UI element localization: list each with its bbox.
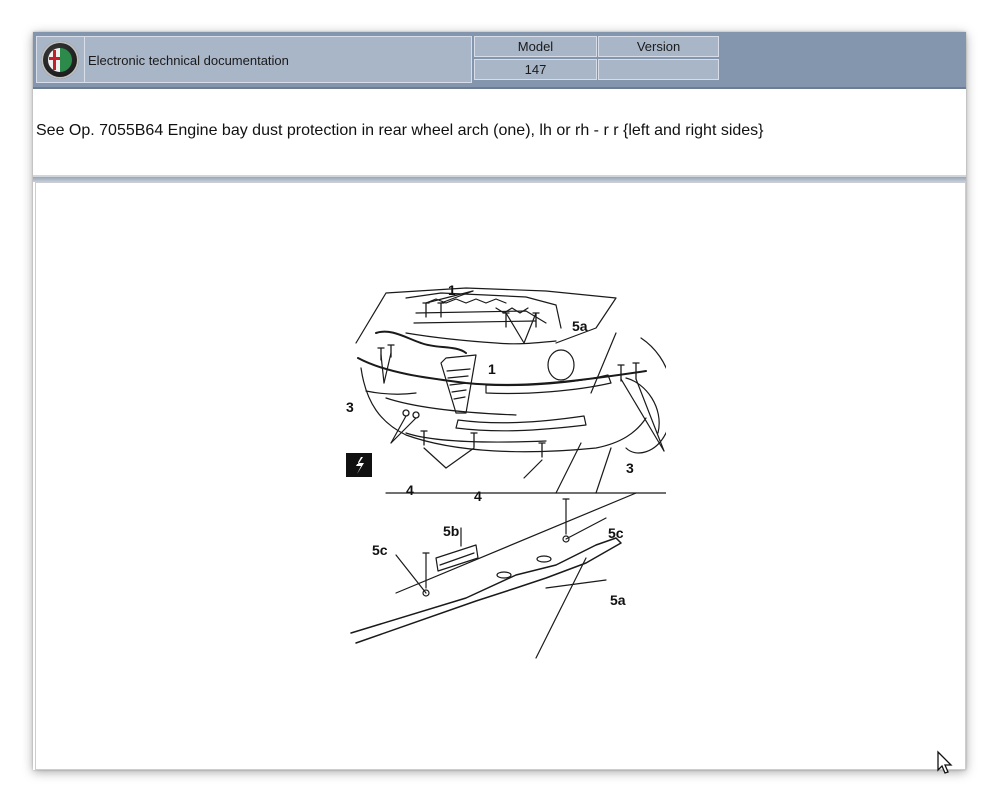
callout-4-left: 4 [406, 482, 414, 498]
callout-1-top: 1 [448, 283, 456, 298]
logo-box [36, 36, 85, 83]
electrical-warning-icon [346, 453, 372, 477]
callout-5c-left: 5c [372, 542, 388, 558]
app-title-box [84, 36, 472, 83]
callout-5b: 5b [443, 523, 460, 539]
callout-1-center: 1 [488, 361, 496, 377]
callout-3-right: 3 [626, 460, 634, 476]
version-header: Version [598, 36, 719, 57]
mouse-pointer-icon [936, 750, 956, 774]
operation-panel [33, 89, 966, 177]
document-panel [35, 182, 966, 770]
alfa-romeo-logo-icon [41, 41, 79, 79]
detail-view-drawing [351, 493, 636, 658]
callout-5a-top: 5a [572, 318, 588, 334]
app-title: Electronic technical documentation [88, 53, 289, 68]
callout-2: 2 [351, 451, 359, 467]
documentation-window [33, 32, 966, 770]
version-value [598, 59, 719, 80]
model-header: Model [474, 36, 597, 57]
callout-3-left: 3 [346, 399, 354, 415]
fasteners [378, 303, 639, 457]
callout-5a-bottom: 5a [610, 592, 626, 608]
operation-reference-text[interactable]: See Op. 7055B64 Engine bay dust protection in rear wheel arch (one), lh or rh - r r {left and right sides} [36, 122, 764, 139]
callout-4-right: 4 [474, 488, 482, 504]
callout-5c-right: 5c [608, 525, 624, 541]
exploded-view-diagram [346, 283, 666, 668]
header-bar [33, 32, 966, 89]
model-value: 147 [474, 59, 597, 80]
